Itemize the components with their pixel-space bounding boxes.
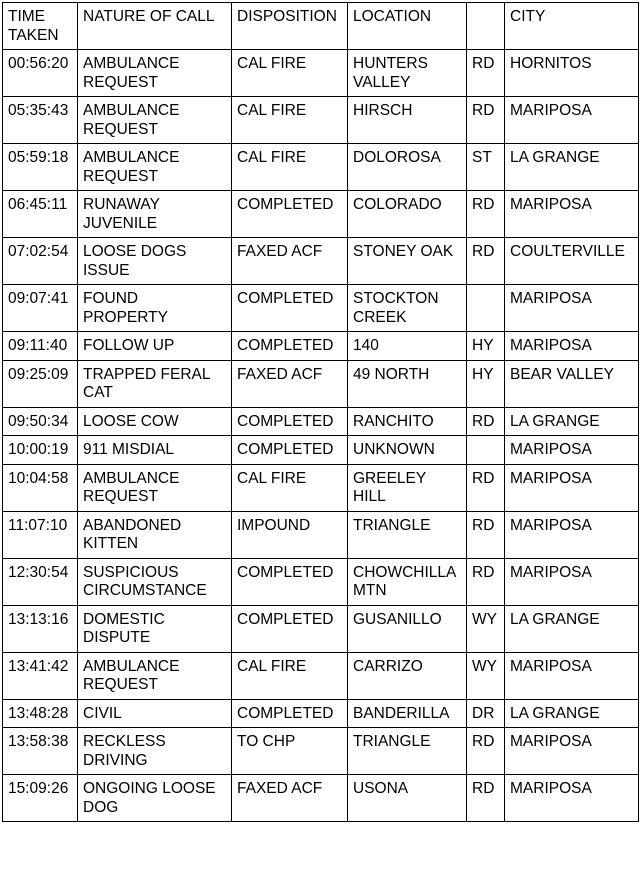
disposition-cell: CAL FIRE <box>232 652 348 699</box>
city-cell: LA GRANGE <box>505 699 639 728</box>
table-row <box>3 407 639 436</box>
table-row <box>3 605 639 652</box>
header-row <box>3 3 639 50</box>
location-cell: CARRIZO <box>348 652 467 699</box>
nature-of-call-cell: ONGOING LOOSE DOG <box>78 775 232 822</box>
location-cell: GREELEY HILL <box>348 464 467 511</box>
time-taken-cell: 07:02:54 <box>3 238 78 285</box>
table-row <box>3 652 639 699</box>
nature-of-call-cell: CIVIL <box>78 699 232 728</box>
time-taken-cell: 06:45:11 <box>3 191 78 238</box>
disposition-cell: CAL FIRE <box>232 144 348 191</box>
nature-of-call-cell: AMBULANCE REQUEST <box>78 144 232 191</box>
city-cell: MARIPOSA <box>505 332 639 361</box>
city-cell: MARIPOSA <box>505 436 639 465</box>
table-row <box>3 775 639 822</box>
table-row <box>3 511 639 558</box>
city-cell: MARIPOSA <box>505 511 639 558</box>
location-cell: STOCKTON CREEK <box>348 285 467 332</box>
header-disposition: DISPOSITION <box>232 3 348 50</box>
street-suffix-cell: DR <box>467 699 505 728</box>
table-row <box>3 728 639 775</box>
call-log-body <box>3 50 639 822</box>
city-cell: MARIPOSA <box>505 728 639 775</box>
time-taken-cell: 09:50:34 <box>3 407 78 436</box>
disposition-cell: FAXED ACF <box>232 360 348 407</box>
table-row <box>3 558 639 605</box>
disposition-cell: TO CHP <box>232 728 348 775</box>
location-cell: 49 NORTH <box>348 360 467 407</box>
city-cell: MARIPOSA <box>505 464 639 511</box>
table-row <box>3 699 639 728</box>
city-cell: MARIPOSA <box>505 191 639 238</box>
location-cell: TRIANGLE <box>348 511 467 558</box>
street-suffix-cell: RD <box>467 464 505 511</box>
table-row <box>3 360 639 407</box>
nature-of-call-cell: LOOSE DOGS ISSUE <box>78 238 232 285</box>
city-cell: MARIPOSA <box>505 652 639 699</box>
location-cell: BANDERILLA <box>348 699 467 728</box>
header-street-suffix <box>467 3 505 50</box>
disposition-cell: FAXED ACF <box>232 775 348 822</box>
disposition-cell: COMPLETED <box>232 285 348 332</box>
street-suffix-cell: RD <box>467 407 505 436</box>
disposition-cell: COMPLETED <box>232 332 348 361</box>
street-suffix-cell: RD <box>467 775 505 822</box>
location-cell: CHOWCHILLA MTN <box>348 558 467 605</box>
street-suffix-cell: RD <box>467 511 505 558</box>
header-nature-of-call: NATURE OF CALL <box>78 3 232 50</box>
table-row <box>3 144 639 191</box>
location-cell: RANCHITO <box>348 407 467 436</box>
time-taken-cell: 13:41:42 <box>3 652 78 699</box>
street-suffix-cell <box>467 436 505 465</box>
street-suffix-cell: RD <box>467 558 505 605</box>
table-row <box>3 238 639 285</box>
city-cell: LA GRANGE <box>505 144 639 191</box>
nature-of-call-cell: 911 MISDIAL <box>78 436 232 465</box>
street-suffix-cell <box>467 285 505 332</box>
location-cell: HUNTERS VALLEY <box>348 50 467 97</box>
time-taken-cell: 12:30:54 <box>3 558 78 605</box>
nature-of-call-cell: SUSPICIOUS CIRCUMSTANCE <box>78 558 232 605</box>
disposition-cell: FAXED ACF <box>232 238 348 285</box>
nature-of-call-cell: FOLLOW UP <box>78 332 232 361</box>
disposition-cell: COMPLETED <box>232 407 348 436</box>
time-taken-cell: 00:56:20 <box>3 50 78 97</box>
street-suffix-cell: RD <box>467 97 505 144</box>
nature-of-call-cell: TRAPPED FERAL CAT <box>78 360 232 407</box>
disposition-cell: CAL FIRE <box>232 97 348 144</box>
street-suffix-cell: ST <box>467 144 505 191</box>
location-cell: STONEY OAK <box>348 238 467 285</box>
nature-of-call-cell: AMBULANCE REQUEST <box>78 464 232 511</box>
street-suffix-cell: RD <box>467 238 505 285</box>
city-cell: LA GRANGE <box>505 407 639 436</box>
street-suffix-cell: RD <box>467 50 505 97</box>
nature-of-call-cell: DOMESTIC DISPUTE <box>78 605 232 652</box>
disposition-cell: IMPOUND <box>232 511 348 558</box>
location-cell: GUSANILLO <box>348 605 467 652</box>
time-taken-cell: 09:07:41 <box>3 285 78 332</box>
nature-of-call-cell: LOOSE COW <box>78 407 232 436</box>
city-cell: MARIPOSA <box>505 558 639 605</box>
table-row <box>3 191 639 238</box>
table-row <box>3 332 639 361</box>
location-cell: DOLOROSA <box>348 144 467 191</box>
header-city: CITY <box>505 3 639 50</box>
time-taken-cell: 13:13:16 <box>3 605 78 652</box>
time-taken-cell: 15:09:26 <box>3 775 78 822</box>
location-cell: TRIANGLE <box>348 728 467 775</box>
city-cell: LA GRANGE <box>505 605 639 652</box>
disposition-cell: COMPLETED <box>232 605 348 652</box>
nature-of-call-cell: FOUND PROPERTY <box>78 285 232 332</box>
street-suffix-cell: RD <box>467 728 505 775</box>
nature-of-call-cell: RUNAWAY JUVENILE <box>78 191 232 238</box>
street-suffix-cell: RD <box>467 191 505 238</box>
nature-of-call-cell: RECKLESS DRIVING <box>78 728 232 775</box>
nature-of-call-cell: AMBULANCE REQUEST <box>78 50 232 97</box>
header-location: LOCATION <box>348 3 467 50</box>
time-taken-cell: 13:58:38 <box>3 728 78 775</box>
time-taken-cell: 10:04:58 <box>3 464 78 511</box>
time-taken-cell: 10:00:19 <box>3 436 78 465</box>
disposition-cell: COMPLETED <box>232 436 348 465</box>
disposition-cell: COMPLETED <box>232 191 348 238</box>
time-taken-cell: 11:07:10 <box>3 511 78 558</box>
street-suffix-cell: HY <box>467 360 505 407</box>
location-cell: COLORADO <box>348 191 467 238</box>
table-row <box>3 97 639 144</box>
nature-of-call-cell: AMBULANCE REQUEST <box>78 97 232 144</box>
time-taken-cell: 09:25:09 <box>3 360 78 407</box>
city-cell: MARIPOSA <box>505 775 639 822</box>
disposition-cell: CAL FIRE <box>232 50 348 97</box>
time-taken-cell: 05:59:18 <box>3 144 78 191</box>
time-taken-cell: 05:35:43 <box>3 97 78 144</box>
table-row <box>3 285 639 332</box>
disposition-cell: COMPLETED <box>232 699 348 728</box>
header-time-taken: TIME TAKEN <box>3 3 78 50</box>
street-suffix-cell: WY <box>467 652 505 699</box>
city-cell: MARIPOSA <box>505 97 639 144</box>
city-cell: HORNITOS <box>505 50 639 97</box>
location-cell: HIRSCH <box>348 97 467 144</box>
call-log-table <box>2 2 639 822</box>
city-cell: COULTERVILLE <box>505 238 639 285</box>
city-cell: BEAR VALLEY <box>505 360 639 407</box>
table-row <box>3 50 639 97</box>
table-row <box>3 464 639 511</box>
disposition-cell: CAL FIRE <box>232 464 348 511</box>
street-suffix-cell: HY <box>467 332 505 361</box>
time-taken-cell: 09:11:40 <box>3 332 78 361</box>
location-cell: UNKNOWN <box>348 436 467 465</box>
table-row <box>3 436 639 465</box>
city-cell: MARIPOSA <box>505 285 639 332</box>
street-suffix-cell: WY <box>467 605 505 652</box>
disposition-cell: COMPLETED <box>232 558 348 605</box>
location-cell: 140 <box>348 332 467 361</box>
time-taken-cell: 13:48:28 <box>3 699 78 728</box>
location-cell: USONA <box>348 775 467 822</box>
nature-of-call-cell: AMBULANCE REQUEST <box>78 652 232 699</box>
nature-of-call-cell: ABANDONED KITTEN <box>78 511 232 558</box>
